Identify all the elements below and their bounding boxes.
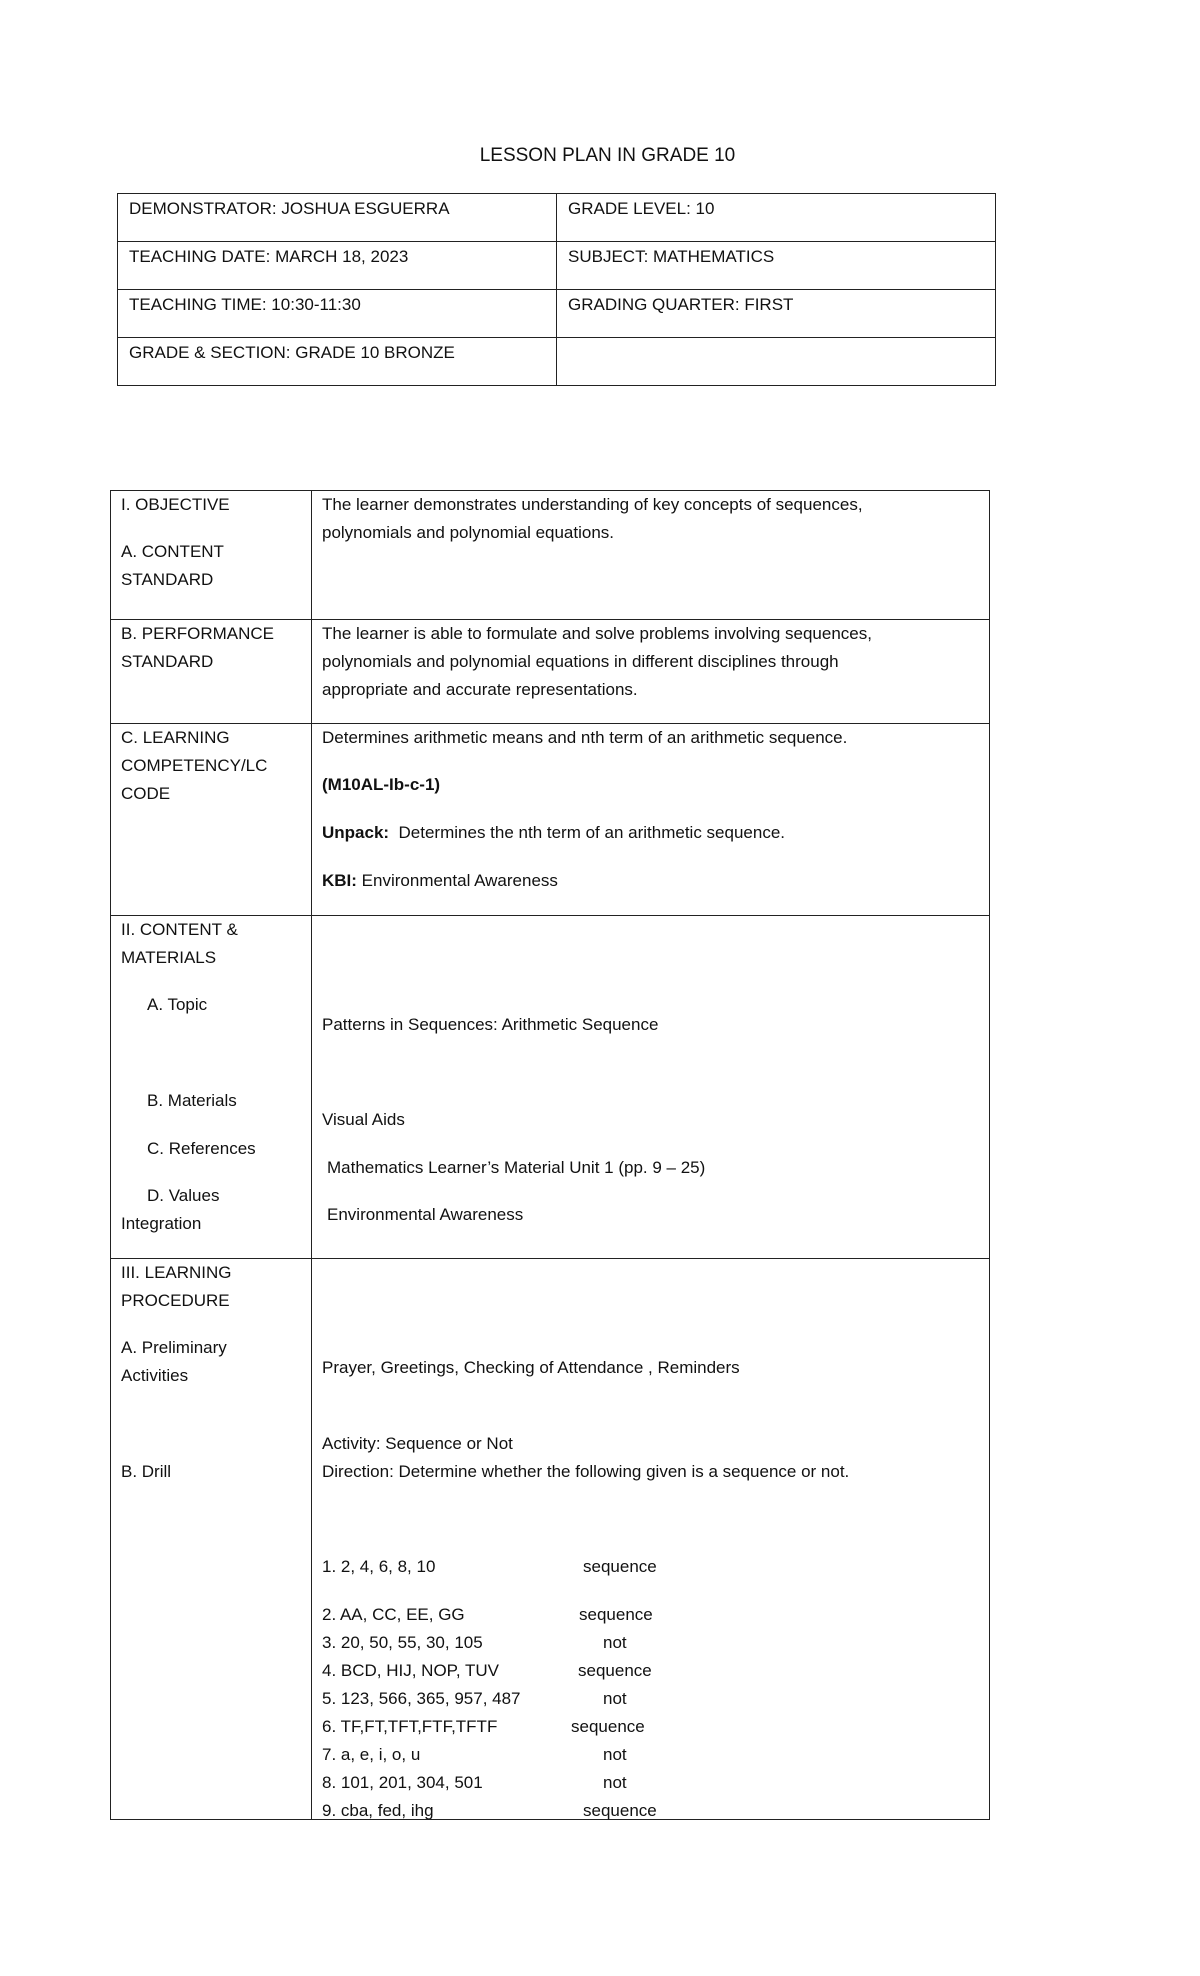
performance-text: polynomials and polynomial equations in different disciplines through bbox=[322, 652, 839, 671]
info-row bbox=[118, 290, 996, 338]
preliminary-label: A. Preliminary bbox=[121, 1338, 227, 1357]
activity-direction: Direction: Determine whether the following given is a sequence or not. bbox=[322, 1462, 850, 1481]
drill-item-answer: sequence bbox=[583, 1801, 657, 1820]
drill-item-answer: not bbox=[603, 1745, 627, 1764]
materials-value: Visual Aids bbox=[322, 1110, 405, 1129]
demonstrator-cell: DEMONSTRATOR: JOSHUA ESGUERRA bbox=[118, 194, 557, 242]
info-row bbox=[118, 338, 996, 386]
objective-label-cell bbox=[111, 491, 312, 620]
materials-label: B. Materials bbox=[147, 1091, 237, 1110]
topic-label: A. Topic bbox=[147, 995, 208, 1014]
unpack-label: Unpack: bbox=[322, 823, 390, 842]
references-value: Mathematics Learner’s Material Unit 1 (pp. 9 – 25) bbox=[327, 1158, 706, 1177]
drill-item-answer: not bbox=[603, 1773, 627, 1792]
drill-item-answer: sequence bbox=[583, 1557, 657, 1576]
content-materials-cell bbox=[312, 916, 990, 1259]
competency-row bbox=[111, 724, 990, 916]
subject-cell: SUBJECT: MATHEMATICS bbox=[557, 242, 996, 290]
content-heading: MATERIALS bbox=[121, 948, 217, 967]
values-label: D. Values bbox=[147, 1186, 220, 1205]
procedure-label-cell bbox=[111, 1259, 312, 1820]
unpack-text: Determines the nth term of an arithmetic sequence. bbox=[389, 823, 785, 842]
competency-label: CODE bbox=[121, 784, 171, 803]
drill-item-question: 5. 123, 566, 365, 957, 487 bbox=[322, 1689, 521, 1708]
content-materials-row bbox=[111, 916, 990, 1259]
drill-item-answer: not bbox=[603, 1689, 627, 1708]
drill-item-question: 3. 20, 50, 55, 30, 105 bbox=[322, 1633, 483, 1652]
drill-item-question: 6. TF,FT,TFT,FTF,TFTF bbox=[322, 1717, 498, 1736]
procedure-row bbox=[111, 1259, 990, 1820]
values-label: Integration bbox=[121, 1214, 202, 1233]
drill-item-answer: not bbox=[603, 1633, 627, 1652]
drill-item-answer: sequence bbox=[578, 1661, 652, 1680]
preliminary-label: Activities bbox=[121, 1366, 189, 1385]
kbi-text: Environmental Awareness bbox=[356, 871, 558, 890]
objective-heading: I. OBJECTIVE bbox=[121, 495, 230, 514]
drill-item-question: 9. cba, fed, ihg bbox=[322, 1801, 434, 1820]
competency-label-cell bbox=[111, 724, 312, 916]
info-table bbox=[117, 193, 996, 386]
content-standard-text: polynomials and polynomial equations. bbox=[322, 523, 615, 542]
lesson-plan-table bbox=[110, 490, 990, 1820]
procedure-heading: III. LEARNING bbox=[121, 1263, 232, 1282]
info-row bbox=[118, 194, 996, 242]
content-standard-label: STANDARD bbox=[121, 570, 214, 589]
topic-value: Patterns in Sequences: Arithmetic Sequence bbox=[322, 1015, 659, 1034]
competency-text: Determines arithmetic means and nth term of an arithmetic sequence. bbox=[322, 728, 848, 747]
teaching-time-cell: TEACHING TIME: 10:30-11:30 bbox=[118, 290, 557, 338]
drill-item-question: 2. AA, CC, EE, GG bbox=[322, 1605, 465, 1624]
teaching-date-cell: TEACHING DATE: MARCH 18, 2023 bbox=[118, 242, 557, 290]
drill-item-question: 8. 101, 201, 304, 501 bbox=[322, 1773, 483, 1792]
info-row bbox=[118, 242, 996, 290]
content-standard-text: The learner demonstrates understanding of key concepts of sequences, bbox=[322, 495, 863, 514]
drill-label: B. Drill bbox=[121, 1462, 172, 1481]
performance-label-cell bbox=[111, 620, 312, 724]
performance-text: The learner is able to formulate and solve problems involving sequences, bbox=[322, 624, 872, 643]
content-standard-label: A. CONTENT bbox=[121, 542, 224, 561]
performance-label: STANDARD bbox=[121, 652, 214, 671]
procedure-heading: PROCEDURE bbox=[121, 1291, 230, 1310]
performance-label: B. PERFORMANCE bbox=[121, 624, 275, 643]
content-materials-label-cell bbox=[111, 916, 312, 1259]
performance-text: appropriate and accurate representations. bbox=[322, 680, 638, 699]
unpack-line bbox=[322, 819, 785, 847]
competency-cell bbox=[312, 724, 990, 916]
content-standard-cell bbox=[312, 491, 990, 620]
drill-item-question: 1. 2, 4, 6, 8, 10 bbox=[322, 1557, 436, 1576]
grade-section-cell: GRADE & SECTION: GRADE 10 BRONZE bbox=[118, 338, 557, 386]
grading-quarter-cell: GRADING QUARTER: FIRST bbox=[557, 290, 996, 338]
activity-title: Activity: Sequence or Not bbox=[322, 1434, 513, 1453]
content-heading: II. CONTENT & bbox=[121, 920, 238, 939]
preliminary-value: Prayer, Greetings, Checking of Attendance , Reminders bbox=[322, 1358, 740, 1377]
drill-item-answer: sequence bbox=[579, 1605, 653, 1624]
kbi-label: KBI: bbox=[322, 871, 357, 890]
competency-label: COMPETENCY/LC bbox=[121, 756, 268, 775]
performance-row bbox=[111, 620, 990, 724]
drill-item-answer: sequence bbox=[571, 1717, 645, 1736]
objective-row bbox=[111, 491, 990, 620]
performance-cell bbox=[312, 620, 990, 724]
procedure-cell bbox=[312, 1259, 990, 1820]
references-label: C. References bbox=[147, 1139, 256, 1158]
empty-cell bbox=[557, 338, 996, 386]
values-value: Environmental Awareness bbox=[327, 1205, 524, 1224]
grade-level-cell: GRADE LEVEL: 10 bbox=[557, 194, 996, 242]
page-title: LESSON PLAN IN GRADE 10 bbox=[479, 145, 736, 166]
competency-code: (M10AL-Ib-c-1) bbox=[322, 775, 441, 794]
competency-label: C. LEARNING bbox=[121, 728, 230, 747]
kbi-line bbox=[322, 867, 558, 895]
drill-item-question: 4. BCD, HIJ, NOP, TUV bbox=[322, 1661, 499, 1680]
drill-item-question: 7. a, e, i, o, u bbox=[322, 1745, 421, 1764]
